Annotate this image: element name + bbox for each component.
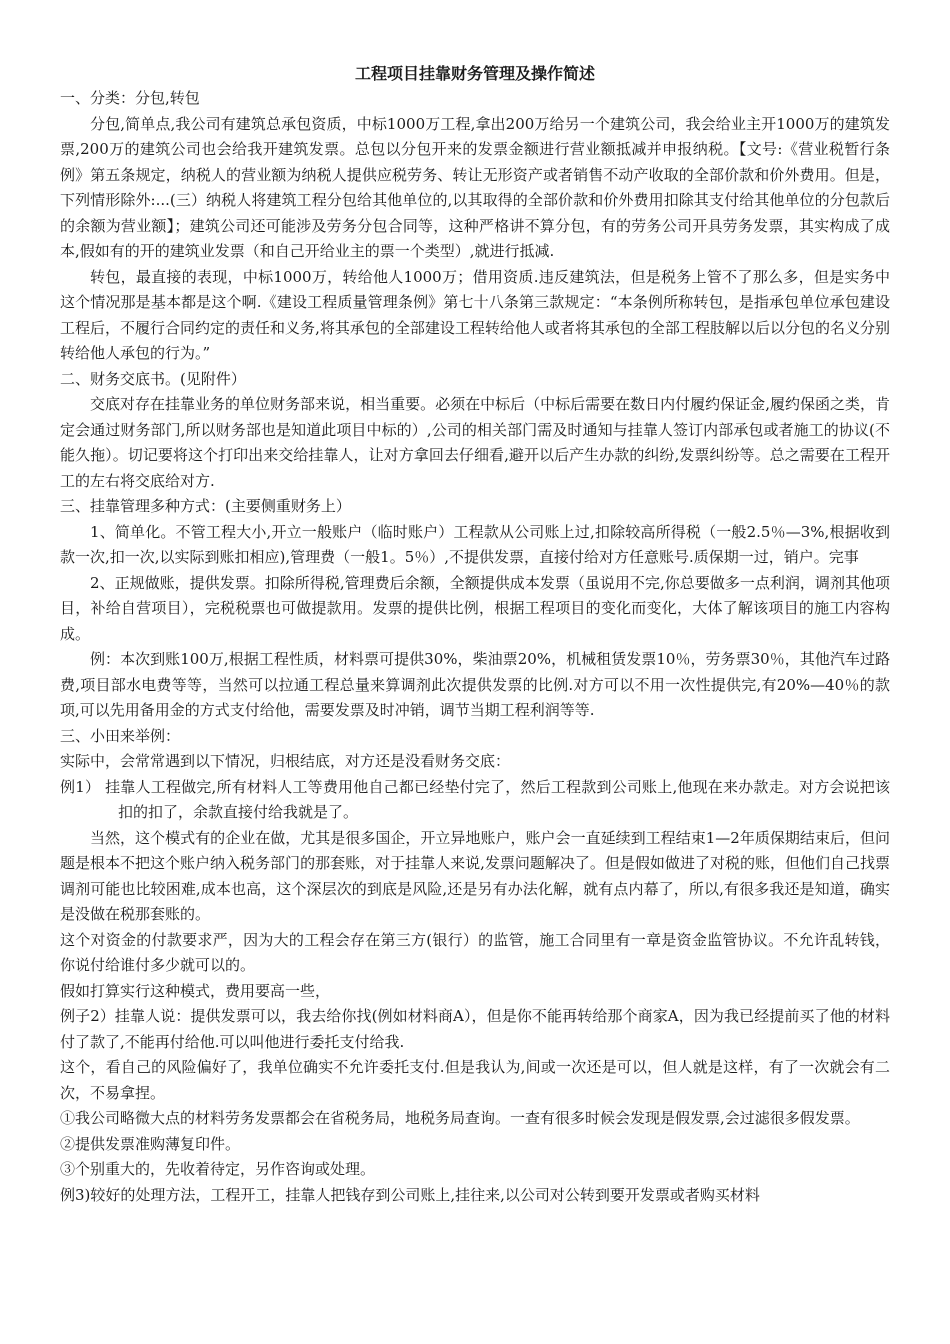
- paragraph: 假如打算实行这种模式，费用要高一些，: [60, 981, 331, 1000]
- section-heading: 三、挂靠管理多种方式：(主要侧重财务上）: [60, 497, 351, 515]
- section-heading: 一、分类：分包,转包: [60, 89, 200, 107]
- list-item: ③个别重大的，先收着待定，另作咨询或处理。: [60, 1160, 376, 1178]
- paragraph: 实际中，会常常遇到以下情况，归根结底，对方还是没看财务交底：: [60, 752, 511, 770]
- list-item: ①我公司略微大点的材料劳务发票都会在省税务局，地税务局查询。一查有很多时候会发现是假发票,会过滤很多假发票。: [60, 1109, 860, 1127]
- paragraph: 这个对资金的付款要求严，因为大的工程会存在第三方(银行）的监管，施工合同里有一章是资金监管协议。不允许乱转钱，你说付给谁付多少就可以的。: [60, 930, 890, 974]
- section-heading: 三、小田来举例：: [60, 726, 181, 745]
- example-paragraph: 例子2）挂靠人说：提供发票可以，我去给你找(例如材料商A），但是你不能再转给那个商家A，因为我已经提前买了他的材料付了款了,不能再付给他.可以叫他进行委托支付给我.: [60, 1007, 890, 1051]
- example-paragraph: 例3)较好的处理方法，工程开工，挂靠人把钱存到公司账上,挂往来,以公司对公转到要开发票或者购买材料: [60, 1185, 760, 1204]
- page-title: 工程项目挂靠财务管理及操作简述: [354, 64, 595, 83]
- document-body: [60, 86, 890, 1208]
- section-heading: 二、财务交底书。(见附件）: [60, 369, 246, 388]
- paragraph: 分包,简单点,我公司有建筑总承包资质，中标1000万工程,拿出200万给另一个建筑公司，我会给业主开1000万的建筑发票,200万的建筑公司也会给我开建筑发票。总包以分包开来的发票金额进行营业额抵减并申报纳税。【文号:《营业税暂行条例》第五条规定，纳税人的营业额为纳税人提供应税劳务、转让无形资产或者销售不动产收取的全部价款和价外费用。但是，下列情形除外:...(三）纳税人将建筑工程分包给其他单位的,以其取得的全部价款和价外费用扣除其支付给其他单位的分包款后的余额为营业额】；建筑公司还可能涉及劳务分包合同等，这种严格讲不算分包，有的劳务公司开具劳务发票，其实构成了成本,假如有的开的建筑业发票（和自己开给业主的票一个类型）,就进行抵减.: [60, 114, 890, 260]
- paragraph: 交底对存在挂靠业务的单位财务部来说，相当重要。必须在中标后（中标后需要在数日内付履约保证金,履约保函之类，肯定会通过财务部门,所以财务部也是知道此项目中标的）,公司的相关部门需及时通知与挂靠人签订内部承包或者施工的协议(不能久拖）。切记要将这个打印出来交给挂靠人，让对方拿回去仔细看,避开以后产生办款的纠纷,发票纠纷等。总之需要在工程开工的左右将交底给对方.: [60, 395, 890, 490]
- paragraph: 例：本次到账100万,根据工程性质，材料票可提供30%，柴油票20%，机械租赁发票10％，劳务票30％，其他汽车过路费,项目部水电费等等，当然可以拉通工程总量来算调剂此次提供发票的比例.对方可以不用一次性提供完,有20%—40％的款项,可以先用备用金的方式支付给他，需要发票及时冲销，调节当期工程利润等等.: [60, 650, 890, 719]
- example-paragraph: 例1） 挂靠人工程做完,所有材料人工等费用他自己都已经垫付完了，然后工程款到公司账上,他现在来办款走。对方会说把该扣的扣了，余款直接付给我就是了。: [60, 777, 890, 821]
- paragraph: 1、简单化。不管工程大小,开立一般账户（临时账户）工程款从公司账上过,扣除较高所得税（一般2.5％—3%,根据收到款一次,扣一次,以实际到账扣相应),管理费（一般1。5％）,不提供发票，直接付给对方任意账号.质保期一过，销户。完事: [60, 522, 890, 566]
- list-item: ②提供发票准购薄复印件。: [60, 1134, 241, 1153]
- paragraph: 2、正规做账，提供发票。扣除所得税,管理费后余额，全额提供成本发票（虽说用不完,你总要做多一点利润，调剂其他项目，补给自营项目），完税税票也可做提款用。发票的提供比例，根据工程项目的变化而变化，大体了解该项目的施工内容构成。: [60, 573, 890, 643]
- paragraph: 转包，最直接的表现，中标1000万，转给他人1000万；借用资质.违反建筑法，但是税务上管不了那么多，但是实务中这个情况那是基本都是这个啊.《建设工程质量管理条例》第七十八条第三款规定：“本条例所称转包，是指承包单位承包建设工程后，不履行合同约定的责任和义务,将其承包的全部建设工程转给他人或者将其承包的全部工程肢解以后以分包的名义分别转给他人承包的行为。”: [60, 267, 890, 362]
- paragraph: 当然，这个模式有的企业在做，尤其是很多国企，开立异地账户，账户会一直延续到工程结束1—2年质保期结束后，但问题是根本不把这个账户纳入税务部门的那套账，对于挂靠人来说,发票问题解决了。但是假如做进了对税的账，但他们自己找票调剂可能也比较困难,成本也高，这个深层次的到底是风险,还是另有办法化解，就有点内幕了，所以,有很多我还是知道，确实是没做在税那套账的。: [60, 828, 890, 923]
- paragraph: 这个，看自己的风险偏好了，我单位确实不允许委托支付.但是我认为,间或一次还是可以，但人就是这样，有了一次就会有二次，不易拿捏。: [60, 1058, 890, 1102]
